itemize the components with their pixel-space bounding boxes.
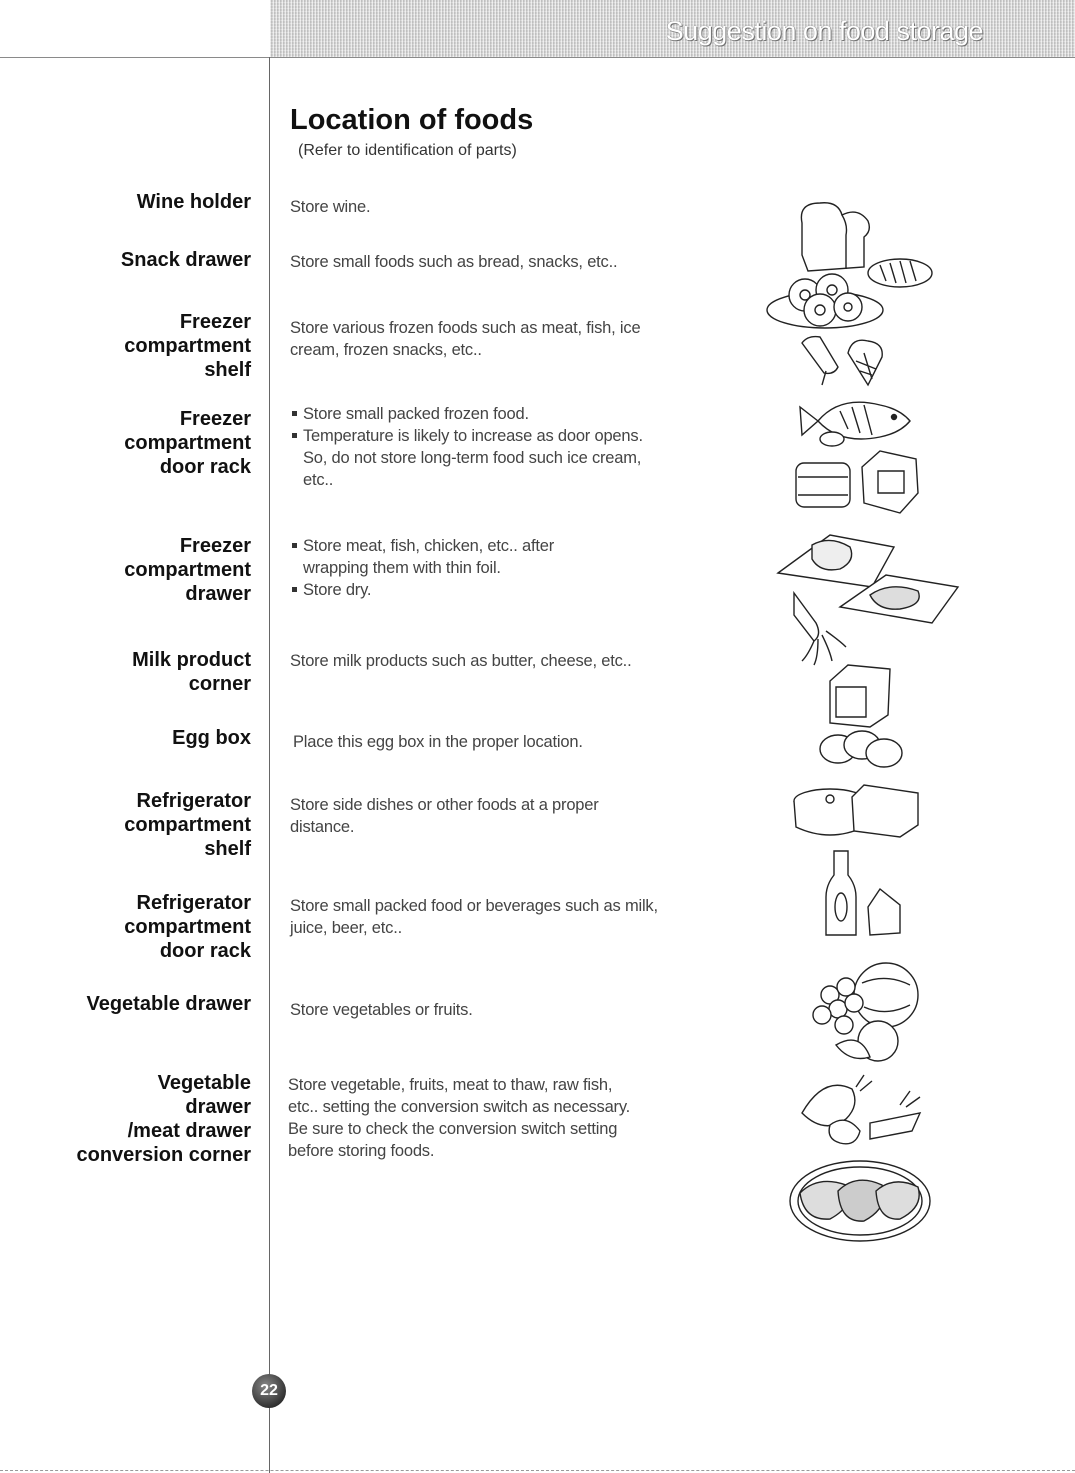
label-line: Wine holder — [136, 191, 251, 213]
eggs-icon — [820, 731, 902, 767]
label-line: Freezer — [179, 311, 251, 333]
label-line: shelf — [204, 838, 251, 860]
bullet-item: Store dry. — [290, 579, 620, 601]
desc-text: Store milk products such as butter, cheese, etc.. — [290, 652, 632, 670]
label-refrigerator-shelf — [11, 789, 251, 861]
desc-text: Store wine. — [290, 198, 371, 216]
label-line: Freezer — [179, 535, 251, 557]
label-wine-holder — [11, 190, 251, 214]
footer-rule — [0, 1470, 1075, 1471]
label-freezer-door-rack — [11, 407, 251, 479]
desc-freezer-drawer — [290, 535, 620, 601]
label-line: Snack drawer — [120, 249, 251, 271]
butter-icon — [830, 665, 890, 727]
label-line: compartment — [124, 559, 251, 581]
desc-refrigerator-door-rack — [290, 895, 660, 939]
label-line: compartment — [124, 916, 251, 938]
fish-icon — [800, 402, 910, 446]
label-snack-drawer — [11, 248, 251, 272]
label-line: compartment — [124, 335, 251, 357]
desc-wine-holder — [290, 196, 660, 218]
page-number-badge: 22 — [252, 1374, 286, 1408]
fruit-basket-icon — [813, 963, 918, 1061]
label-line: compartment — [124, 814, 251, 836]
donut-plate-icon — [767, 274, 883, 328]
desc-text: Store various frozen foods such as meat, fish, ice cream, frozen snacks, etc.. — [290, 319, 641, 359]
label-line: Milk product — [132, 649, 251, 671]
label-line: drawer — [185, 583, 251, 605]
desc-egg-box — [293, 731, 663, 753]
section-title: Suggestion on food storage — [665, 16, 983, 46]
desc-text: Store small foods such as bread, snacks, etc.. — [290, 253, 618, 271]
desc-text: Store small packed food or beverages such as milk, juice, beer, etc.. — [290, 897, 658, 937]
header-banner — [270, 0, 1075, 57]
desc-text: Be sure to check the conversion switch setting before storing foods. — [288, 1120, 618, 1160]
column-divider — [269, 57, 270, 1473]
label-vegetable-drawer — [11, 992, 251, 1016]
bread-icon — [801, 203, 932, 287]
label-freezer-shelf — [11, 310, 251, 382]
desc-text: Store vegetable, fruits, meat to thaw, raw fish, etc.. setting the conversion switch as necessary. — [288, 1076, 631, 1116]
header-rule — [0, 57, 1075, 58]
label-line: Egg box — [172, 727, 251, 749]
label-line: shelf — [204, 359, 251, 381]
label-line: /meat drawer — [127, 1120, 251, 1142]
desc-milk-product-corner — [290, 650, 660, 672]
desc-text: Place this egg box in the proper location. — [293, 733, 583, 751]
label-line: conversion corner — [76, 1144, 251, 1166]
label-line: drawer — [185, 1096, 251, 1118]
label-line: door rack — [159, 456, 251, 478]
desc-freezer-door-rack — [290, 403, 660, 491]
label-line: door rack — [159, 940, 251, 962]
bullet-item: Store meat, fish, chicken, etc.. after wrapping them with thin foil. — [290, 535, 620, 579]
squid-icon — [794, 593, 846, 665]
label-line: Freezer — [179, 408, 251, 430]
desc-text: Store vegetables or fruits. — [290, 1001, 473, 1019]
page-subtitle: (Refer to identification of parts) — [298, 142, 517, 159]
page-title: Location of foods — [290, 104, 534, 136]
label-refrigerator-door-rack — [11, 891, 251, 963]
label-egg-box — [11, 726, 251, 750]
bullet-item: Store small packed frozen food. — [290, 403, 660, 425]
label-line: corner — [188, 673, 251, 695]
frozen-package-icon — [796, 451, 918, 513]
bullet-item: Temperature is likely to increase as door opens. So, do not store long-term food such ice cream, etc.. — [290, 425, 660, 491]
label-line: Refrigerator — [136, 892, 251, 914]
meat-plate-icon — [790, 1161, 930, 1241]
side-dish-containers-icon — [794, 785, 918, 837]
desc-vegetable-drawer — [290, 999, 660, 1021]
vegetables-icon — [802, 1075, 920, 1144]
label-milk-product-corner — [11, 648, 251, 696]
label-conversion-corner — [11, 1071, 251, 1167]
label-line: Vegetable drawer — [86, 993, 251, 1015]
desc-refrigerator-shelf — [290, 794, 660, 838]
bottle-carton-icon — [826, 851, 900, 935]
label-freezer-drawer — [11, 534, 251, 606]
food-illustrations — [760, 195, 970, 1255]
desc-text: Store side dishes or other foods at a proper distance. — [290, 796, 599, 836]
ice-cream-icon — [802, 337, 882, 385]
desc-conversion-corner — [288, 1074, 638, 1162]
label-line: Vegetable — [157, 1072, 251, 1094]
desc-snack-drawer — [290, 251, 660, 273]
label-line: compartment — [124, 432, 251, 454]
desc-freezer-shelf — [290, 317, 660, 361]
label-line: Refrigerator — [136, 790, 251, 812]
